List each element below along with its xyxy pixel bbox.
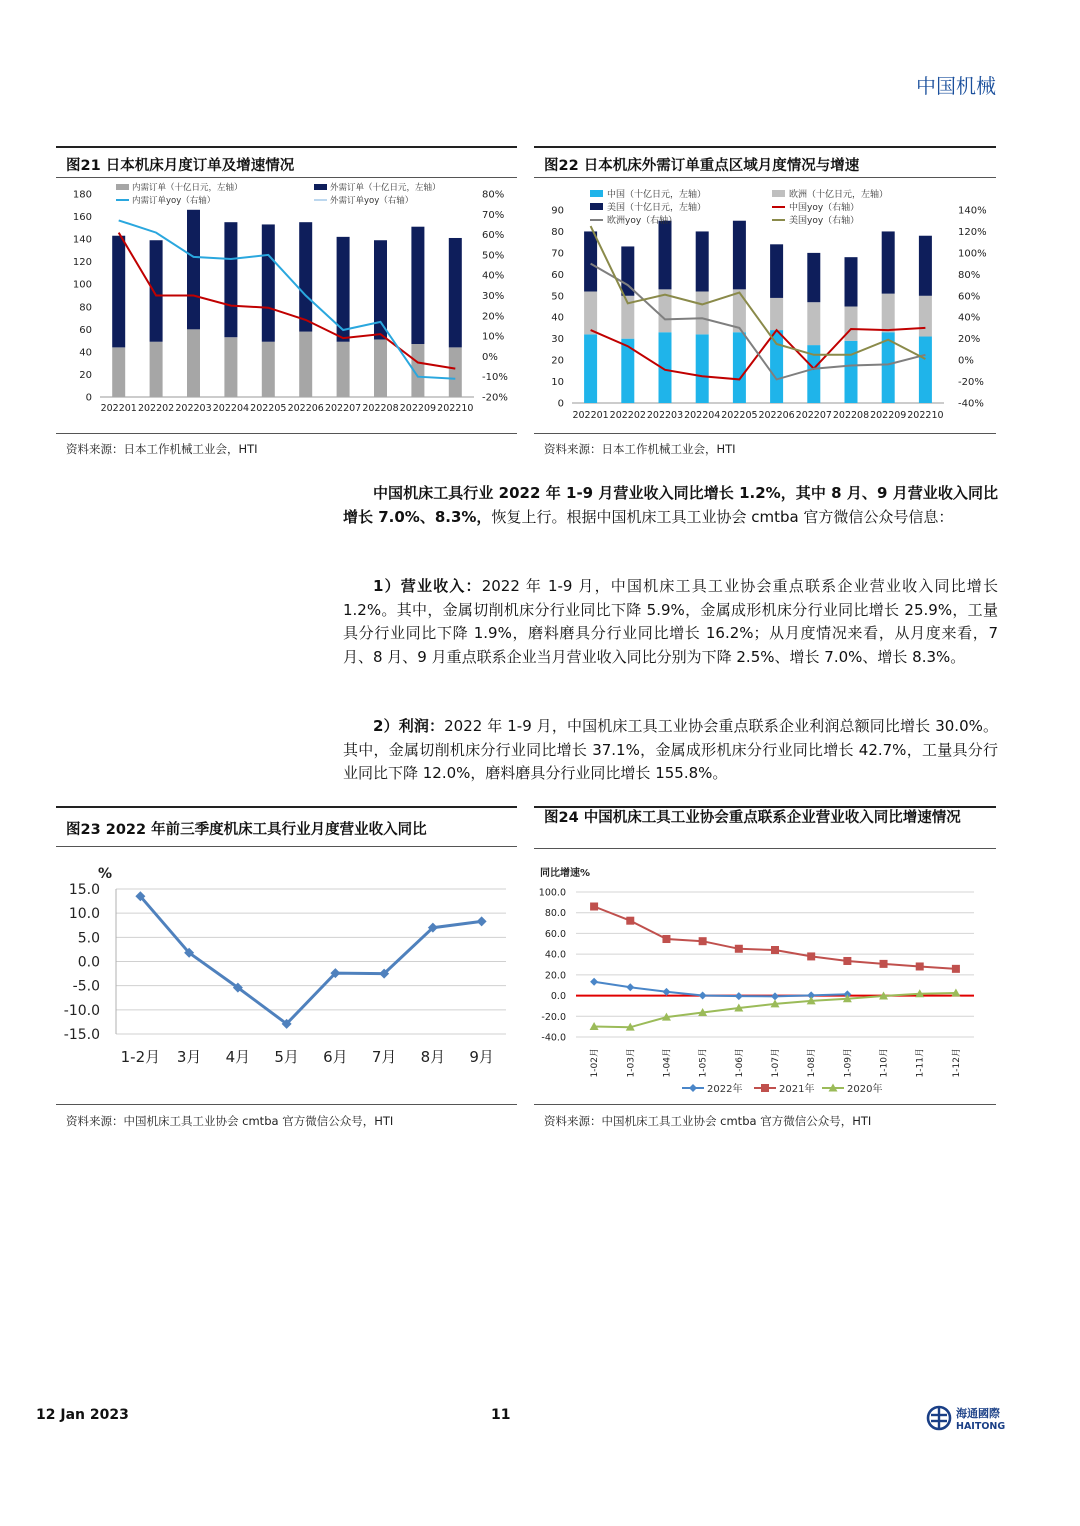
legend-swatch (116, 184, 129, 190)
bar-region-0 (696, 334, 709, 403)
y-tick-label: -10.0 (63, 1002, 100, 1019)
right-tick-label: 60% (482, 230, 505, 242)
x-tick-label: 1-12月 (951, 1048, 962, 1078)
right-tick-label: 20% (482, 311, 505, 323)
paragraph-profit-text: 2022 年 1-9 月，中国机床工具工业协会重点联系企业利润总额同比增长 30.0%。其中，金属切削机床分行业同比增长 37.1%，金属成形机床分行业同比增长 42.7%，工量具分行业同比下降 12.0%，磨料磨具分行业同比增长 155.8%。 (343, 717, 999, 782)
x-tick-label: 202207 (324, 403, 362, 414)
bar-region-0 (770, 330, 783, 403)
bar-domestic (150, 342, 163, 397)
footer-page-number: 11 (491, 1407, 511, 1423)
left-tick-label: 40 (551, 312, 564, 324)
fig23-top-rule (56, 806, 517, 808)
right-tick-label: 70% (482, 209, 505, 221)
line-europe-yoy (591, 264, 926, 380)
paragraph-summary-bold: 中国机床工具行业 2022 年 1-9 月营业收入同比增长 1.2%，其中 8 月、9 月营业收入同比增长 7.0%、8.3%， (343, 484, 998, 526)
paragraph-revenue (343, 575, 998, 669)
x-tick-label: 1-11月 (915, 1048, 926, 1078)
x-tick-label: 1-03月 (626, 1048, 637, 1078)
right-tick-label: 10% (482, 331, 505, 343)
x-tick-label: 202202 (137, 403, 175, 414)
x-tick-label: 202203 (175, 403, 212, 414)
fig22-title-rule (534, 177, 996, 178)
section-title: 中国机械 (916, 74, 996, 98)
y-tick-label: -5.0 (72, 978, 100, 995)
x-tick-label: 202206 (287, 403, 324, 414)
left-tick-label: 160 (72, 212, 92, 224)
bar-region-1 (845, 307, 858, 341)
data-point (771, 946, 779, 954)
bar-region-1 (919, 296, 932, 337)
bar-region-2 (845, 257, 858, 306)
left-tick-label: 180 (72, 189, 92, 201)
y-tick-label: 5.0 (77, 930, 100, 947)
right-tick-label: 80% (482, 189, 505, 201)
legend-swatch (314, 184, 327, 190)
fig24-bottom-rule (534, 1104, 996, 1105)
y-unit-label: 同比增速% (540, 868, 591, 879)
x-tick-label: 1-07月 (771, 1048, 781, 1078)
x-tick-label: 5月 (274, 1048, 299, 1066)
right-tick-label: 50% (482, 250, 505, 262)
fig23-title-rule (56, 846, 517, 847)
legend-label: 内需订单（十亿日元，左轴） (132, 183, 243, 193)
fig21-title-rule (56, 177, 517, 178)
legend-label: 外需订单yoy（右轴） (330, 196, 414, 206)
bar-domestic (299, 332, 312, 397)
bar-region-2 (659, 221, 672, 290)
left-tick-label: 60 (551, 269, 564, 281)
haitong-logo-icon (926, 1404, 1008, 1432)
x-tick-label: 202201 (572, 410, 609, 421)
fig22-top-rule (534, 146, 996, 148)
left-tick-label: 140 (72, 234, 92, 246)
legend-label: 内需订单yoy（右轴） (132, 196, 216, 206)
left-tick-label: 10 (551, 377, 564, 389)
y-tick-label: 15.0 (68, 882, 100, 898)
x-tick-label: 1-05月 (698, 1048, 709, 1078)
paragraph-summary (343, 482, 998, 529)
bar-region-2 (807, 253, 820, 302)
fig21-title: 图21 日本机床月度订单及增速情况 (66, 158, 295, 174)
legend-label: 2021年 (779, 1084, 815, 1095)
bar-export (374, 240, 387, 339)
data-point (590, 903, 598, 911)
bar-domestic (449, 347, 462, 397)
data-point (590, 978, 598, 986)
data-point (880, 960, 888, 968)
bar-region-0 (733, 332, 746, 403)
bar-export (299, 222, 312, 331)
x-tick-label: 1-09月 (843, 1048, 854, 1078)
x-tick-label: 202203 (646, 410, 684, 421)
left-tick-label: 80 (79, 302, 92, 314)
logo-cn: 海通國際 (956, 1407, 1000, 1420)
x-tick-label: 202201 (100, 403, 137, 414)
x-tick-label: 202204 (212, 403, 250, 414)
fig21-chart (56, 180, 517, 430)
left-tick-label: 70 (551, 248, 564, 260)
bar-region-1 (770, 298, 783, 330)
data-point (662, 935, 670, 943)
data-point (735, 945, 743, 953)
bar-export (150, 240, 163, 342)
legend-swatch (590, 203, 603, 210)
x-tick-label: 9月 (469, 1048, 494, 1066)
y-tick-label: -20.0 (541, 1011, 566, 1023)
bar-region-2 (584, 231, 597, 291)
x-tick-label: 1-08月 (807, 1048, 818, 1078)
left-tick-label: 40 (79, 347, 92, 359)
fig23-chart (56, 852, 517, 1100)
x-tick-label: 202208 (362, 403, 399, 414)
paragraph-profit-lead: 2）利润： (373, 717, 445, 735)
x-tick-label: 3月 (176, 1048, 202, 1066)
bar-region-1 (882, 294, 895, 333)
x-tick-label: 202208 (832, 410, 870, 421)
fig24-source: 资料来源：中国机床工具工业协会 cmtba 官方微信公众号，HTI (544, 1114, 872, 1128)
right-tick-label: 20% (958, 334, 981, 346)
logo-en: HAITONG (956, 1421, 1006, 1432)
x-tick-label: 202206 (758, 410, 795, 421)
revenue-yoy-line (140, 896, 481, 1024)
right-tick-label: 0% (958, 355, 974, 367)
right-tick-label: 0% (482, 351, 498, 363)
bar-domestic (374, 339, 387, 397)
data-point (699, 991, 707, 999)
right-tick-label: -40% (958, 398, 984, 410)
legend-label: 欧洲yoy（右轴） (607, 216, 678, 226)
bar-domestic (262, 342, 275, 397)
bar-region-0 (919, 337, 932, 403)
legend-marker (761, 1084, 769, 1092)
left-tick-label: 100 (72, 279, 92, 291)
x-tick-label: 202209 (870, 410, 907, 421)
x-tick-label: 202205 (250, 403, 287, 414)
paragraph-profit (343, 715, 998, 786)
bar-export (187, 210, 200, 330)
bar-domestic (187, 329, 200, 397)
legend-label: 美国yoy（右轴） (789, 216, 860, 226)
bar-region-2 (733, 221, 746, 290)
bar-export (262, 224, 275, 341)
y-tick-label: 0.0 (77, 954, 100, 971)
paragraph-revenue-lead: 1）营业收入： (373, 577, 482, 595)
left-tick-label: 0 (85, 392, 92, 404)
left-tick-label: 120 (72, 257, 92, 269)
legend-label: 美国（十亿日元，左轴） (607, 203, 707, 213)
left-tick-label: 20 (551, 355, 564, 367)
legend-label: 欧洲（十亿日元，左轴） (789, 190, 889, 200)
y-tick-label: 60.0 (544, 928, 566, 940)
right-tick-label: -10% (482, 372, 508, 384)
fig23-bottom-rule (56, 1104, 517, 1105)
bar-region-0 (584, 334, 597, 403)
y-tick-label: 10.0 (68, 906, 100, 923)
right-tick-label: 120% (958, 226, 987, 238)
bar-export (112, 236, 125, 348)
x-tick-label: 1-06月 (734, 1048, 745, 1078)
fig23-title: 图23 2022 年前三季度机床工具行业月度营业收入同比 (66, 822, 427, 838)
data-point (807, 952, 815, 960)
fig22-source: 资料来源：日本工作机械工业会，HTI (544, 442, 736, 456)
y-tick-label: 0.0 (550, 991, 566, 1003)
y-tick-label: 40.0 (544, 949, 566, 961)
left-tick-label: 80 (551, 226, 564, 238)
left-tick-label: 0 (557, 398, 564, 410)
haitong-logo (926, 1404, 1008, 1436)
legend-label: 中国（十亿日元，左轴） (607, 190, 707, 200)
bar-region-0 (845, 341, 858, 403)
right-tick-label: 140% (958, 205, 987, 217)
x-tick-label: 1-10月 (879, 1048, 890, 1078)
data-point (626, 983, 634, 991)
right-tick-label: 40% (958, 312, 981, 324)
fig24-chart (534, 856, 996, 1100)
x-tick-label: 202202 (609, 410, 646, 421)
right-tick-label: -20% (958, 377, 984, 389)
fig22-bottom-rule (534, 433, 996, 434)
fig22-chart (534, 180, 996, 430)
data-point (843, 957, 851, 965)
x-tick-label: 1-2月 (120, 1048, 161, 1066)
y-tick-label: 20.0 (544, 970, 566, 982)
footer-date: 12 Jan 2023 (36, 1407, 129, 1423)
fig23-source: 资料来源：中国机床工具工业协会 cmtba 官方微信公众号，HTI (66, 1114, 394, 1128)
bar-region-1 (584, 291, 597, 334)
y-tick-label: 80.0 (544, 908, 566, 920)
bar-domestic (224, 337, 237, 397)
right-tick-label: 80% (958, 269, 981, 281)
data-point (735, 992, 743, 1000)
x-tick-label: 1-02月 (590, 1048, 601, 1078)
bar-region-1 (807, 302, 820, 345)
legend-label: 中国yoy（右轴） (789, 203, 860, 213)
right-tick-label: 30% (482, 291, 505, 302)
y-tick-label: 100.0 (538, 887, 566, 899)
data-point (699, 937, 707, 945)
fig21-source: 资料来源：日本工作机械工业会，HTI (66, 442, 258, 456)
x-tick-label: 202207 (795, 410, 832, 421)
y-tick-label: -15.0 (63, 1027, 100, 1043)
data-point (952, 965, 960, 973)
bar-region-2 (696, 231, 709, 291)
x-tick-label: 202209 (399, 403, 437, 414)
legend-swatch (590, 190, 603, 197)
legend-label: 外需订单（十亿日元，左轴） (330, 183, 441, 193)
data-point (771, 992, 779, 1000)
line-export-yoy (119, 220, 456, 378)
left-tick-label: 60 (79, 324, 92, 336)
fig21-top-rule (56, 146, 517, 148)
right-tick-label: -20% (482, 392, 508, 404)
line-domestic-yoy (119, 233, 456, 369)
bar-region-2 (919, 236, 932, 296)
legend-marker (689, 1084, 697, 1092)
x-tick-label: 202210 (437, 403, 474, 414)
x-tick-label: 202210 (907, 410, 944, 421)
paragraph-summary-rest: 恢复上行。根据中国机床工具工业协会 cmtba 官方微信公众号信息： (491, 507, 954, 526)
left-tick-label: 20 (79, 369, 92, 381)
bar-domestic (337, 342, 350, 397)
x-tick-label: 202205 (721, 410, 758, 421)
right-tick-label: 40% (482, 270, 505, 282)
left-tick-label: 30 (551, 334, 564, 346)
fig22-title: 图22 日本机床外需订单重点区域月度情况与增速 (544, 158, 860, 174)
x-tick-label: 1-04月 (662, 1048, 673, 1078)
y-tick-label: -40.0 (541, 1032, 566, 1044)
line-us-yoy (591, 226, 926, 359)
bar-export (449, 238, 462, 347)
series-2021-line (594, 907, 956, 969)
data-point (477, 916, 487, 926)
y-unit-label: % (98, 866, 113, 882)
legend-swatch (772, 190, 785, 197)
bar-region-2 (882, 231, 895, 293)
bar-region-1 (696, 291, 709, 334)
x-tick-label: 202204 (684, 410, 721, 421)
legend-label: 2022年 (707, 1084, 743, 1095)
left-tick-label: 50 (551, 291, 564, 303)
x-tick-label: 7月 (371, 1048, 397, 1066)
bar-domestic (112, 347, 125, 397)
x-tick-label: 8月 (420, 1048, 446, 1066)
data-point (626, 917, 634, 925)
x-tick-label: 6月 (323, 1048, 348, 1066)
bar-export (411, 227, 424, 344)
legend-label: 2020年 (847, 1084, 883, 1095)
fig24-title-rule (534, 848, 996, 849)
data-point (916, 962, 924, 970)
fig21-bottom-rule (56, 433, 517, 434)
x-tick-label: 4月 (225, 1048, 251, 1066)
fig24-title: 图24 中国机床工具工业协会重点联系企业营业收入同比增速情况 (544, 810, 961, 826)
bar-export (224, 222, 237, 337)
left-tick-label: 90 (551, 205, 564, 217)
right-tick-label: 60% (958, 291, 981, 303)
paragraph-revenue-text: 2022 年 1-9 月，中国机床工具工业协会重点联系企业营业收入同比增长 1.2%。其中，金属切削机床分行业同比下降 5.9%，金属成形机床分行业同比增长 25.9%，工量具分行业同比下降 1.9%，磨料磨具分行业同比增长 16.2%；从月度情况来看，从月度来看，7 月、8 月、9 月重点联系企业当月营业收入同比分别为下降 2.5%、增长 7.0%、增长 8.3%。 (343, 577, 998, 666)
bar-region-2 (770, 244, 783, 298)
right-tick-label: 100% (958, 248, 987, 260)
